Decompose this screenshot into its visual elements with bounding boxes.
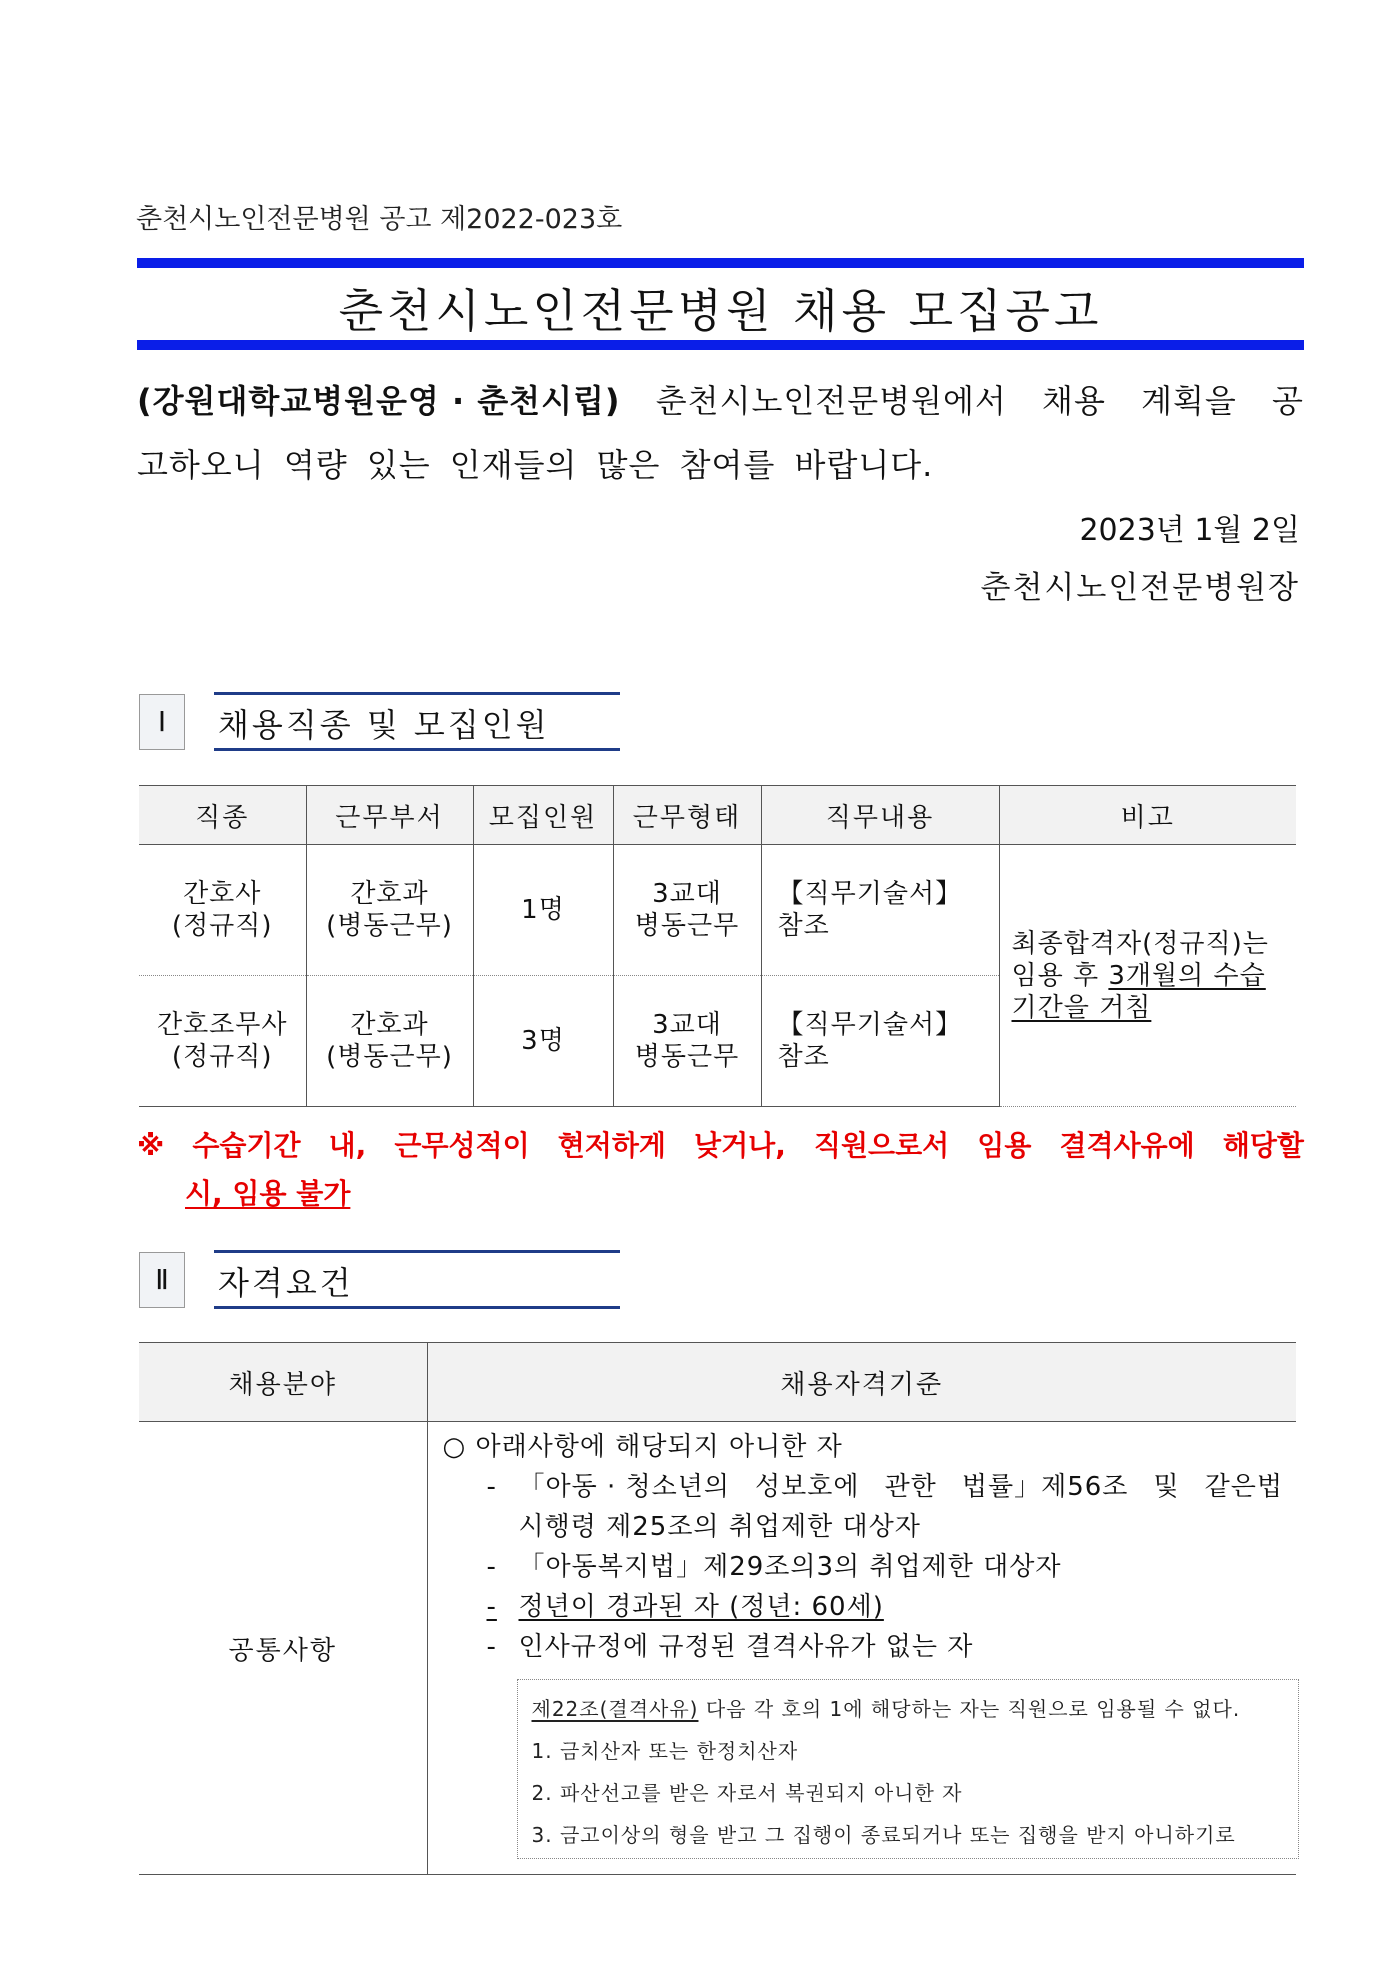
qualification-table (139, 1342, 1296, 1875)
regulation-item: 2. 파산선고를 받은 자로서 복권되지 아니한 자 (531, 1781, 963, 1805)
section1-number: Ⅰ (139, 694, 185, 750)
header-note: 비고 (999, 786, 1296, 845)
section1-bottom-line (214, 748, 620, 751)
section2-title: 자격요건 (218, 1264, 354, 1302)
section2-bottom-line (214, 1306, 620, 1309)
header-count: 모집인원 (473, 786, 613, 845)
regulation-article: 제22조(결격사유) (531, 1697, 699, 1721)
section2-number: Ⅱ (139, 1252, 185, 1308)
intro-word: 공 (1272, 382, 1304, 420)
intro-line-1 (137, 376, 1304, 422)
table-header-row (139, 1343, 1296, 1422)
cell-count: 1명 (473, 845, 613, 976)
intro-word: 계획을 (1141, 382, 1237, 420)
list-item: - 인사규정에 규정된 결격사유가 없는 자 (486, 1632, 974, 1662)
table-row (139, 1422, 1296, 1875)
positions-table (139, 785, 1296, 1107)
notice-number: 춘천시노인전문병원 공고 제2022-023호 (136, 204, 623, 235)
intro-line-2: 고하오니 역량 있는 인재들의 많은 참여를 바랍니다. (137, 446, 934, 484)
section1-title: 채용직종 및 모집인원 (218, 706, 550, 744)
intro-word: 채용 (1042, 382, 1106, 420)
criteria-head: ○ 아래사항에 해당되지 아니한 자 (442, 1432, 843, 1462)
cell-duty: 【직무기술서】 참조 (761, 845, 999, 976)
header-duty: 직무내용 (761, 786, 999, 845)
table-header-row (139, 786, 1296, 845)
cell-type: 3교대 병동근무 (613, 845, 761, 976)
cell-type: 3교대 병동근무 (613, 976, 761, 1107)
cell-duty: 【직무기술서】 참조 (761, 976, 999, 1107)
header-field: 채용분야 (139, 1343, 427, 1422)
probation-warning: ※ 수습기간 내, 근무성적이 현저하게 낮거나, 직원으로서 임용 결격사유에 해당할 시, 임용 불가 (137, 1129, 1304, 1210)
notice-date: 2023년 1월 2일 (1079, 513, 1300, 548)
cell-count: 3명 (473, 976, 613, 1107)
title-bottom-bar (137, 340, 1304, 350)
title-top-bar (137, 258, 1304, 268)
page-title: 춘천시노인전문병원 채용 모집공고 (338, 284, 1103, 338)
intro-bold-part: (강원대학교병원운영 · 춘천시립) (137, 382, 621, 420)
cell-dept: 간호과 (병동근무) (306, 845, 473, 976)
intro-word: 춘천시노인전문병원에서 (655, 382, 1007, 420)
list-item: - 「아동 · 청소년의 성보호에 관한 법률」제56조 및 같은법 시행령 제25조의 취업제한 대상자 (486, 1472, 1283, 1542)
header-criteria: 채용자격기준 (427, 1343, 1296, 1422)
cell-note: 최종합격자(정규직)는 임용 후 3개월의 수습 기간을 거침 (999, 845, 1296, 1107)
cell-job: 간호조무사 (정규직) (139, 976, 306, 1107)
section1-top-line (214, 692, 620, 695)
list-item: - 정년이 경과된 자 (정년: 60세) (486, 1592, 884, 1622)
cell-criteria (427, 1422, 1296, 1875)
header-job: 직종 (139, 786, 306, 845)
cell-job: 간호사 (정규직) (139, 845, 306, 976)
list-item: - 「아동복지법」제29조의3의 취업제한 대상자 (486, 1552, 1062, 1582)
regulation-item: 3. 금고이상의 형을 받고 그 집행이 종료되거나 또는 집행을 받지 아니하기로 (531, 1823, 1236, 1847)
cell-field: 공통사항 (139, 1422, 427, 1875)
header-dept: 근무부서 (306, 786, 473, 845)
signer: 춘천시노인전문병원장 (980, 570, 1300, 606)
regulation-box: 제22조(결격사유) 다음 각 호의 1에 해당하는 자는 직원으로 임용될 수 없다. 1. 금치산자 또는 한정치산자 2. 파산선고를 받은 자로서 복권되지 아니한 자 3. 금고이상의 형을 받고 그 집행이 종료되거나 또는 집행을 받지 아니하기로 (517, 1679, 1299, 1859)
header-type: 근무형태 (613, 786, 761, 845)
cell-dept: 간호과 (병동근무) (306, 976, 473, 1107)
section2-top-line (214, 1250, 620, 1253)
table-row (139, 845, 1296, 976)
regulation-item: 1. 금치산자 또는 한정치산자 (531, 1739, 799, 1763)
